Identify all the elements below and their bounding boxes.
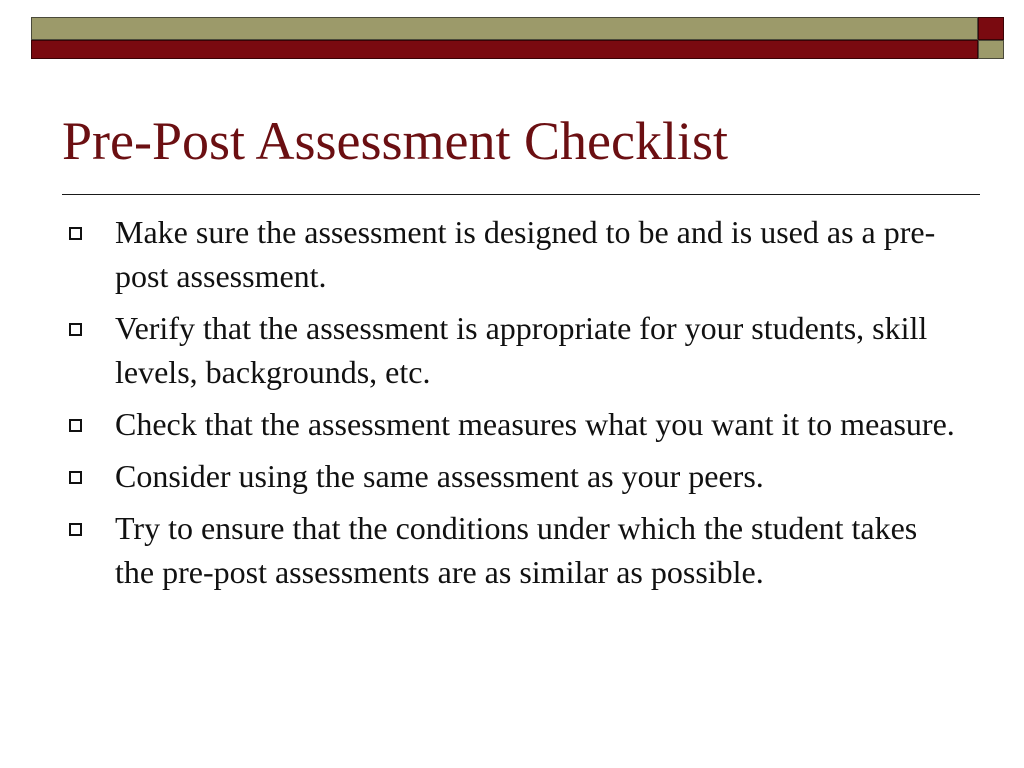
bullet-text: Make sure the assessment is designed to be and is used as a pre-post assessment. <box>115 214 936 294</box>
bullet-text: Consider using the same assessment as your peers. <box>115 458 764 494</box>
hollow-square-bullet-icon <box>69 419 82 432</box>
bullet-item <box>60 402 960 446</box>
corner-square-olive <box>978 40 1004 59</box>
bullet-item <box>60 306 960 394</box>
title-divider <box>62 194 980 195</box>
corner-square-maroon <box>978 17 1004 40</box>
bullet-text: Try to ensure that the conditions under which the student takes the pre-post assessments are as similar as possible. <box>115 510 918 590</box>
bullet-list <box>60 210 960 602</box>
hollow-square-bullet-icon <box>69 227 82 240</box>
header-band-maroon <box>31 40 978 59</box>
bullet-item <box>60 506 960 594</box>
slide-title: Pre-Post Assessment Checklist <box>62 111 729 171</box>
bullet-item <box>60 210 960 298</box>
hollow-square-bullet-icon <box>69 471 82 484</box>
bullet-text: Check that the assessment measures what you want it to measure. <box>115 406 955 442</box>
header-band-olive <box>31 17 978 40</box>
hollow-square-bullet-icon <box>69 323 82 336</box>
hollow-square-bullet-icon <box>69 523 82 536</box>
bullet-text: Verify that the assessment is appropriate for your students, skill levels, backgrounds, etc. <box>115 310 928 390</box>
bullet-item <box>60 454 960 498</box>
